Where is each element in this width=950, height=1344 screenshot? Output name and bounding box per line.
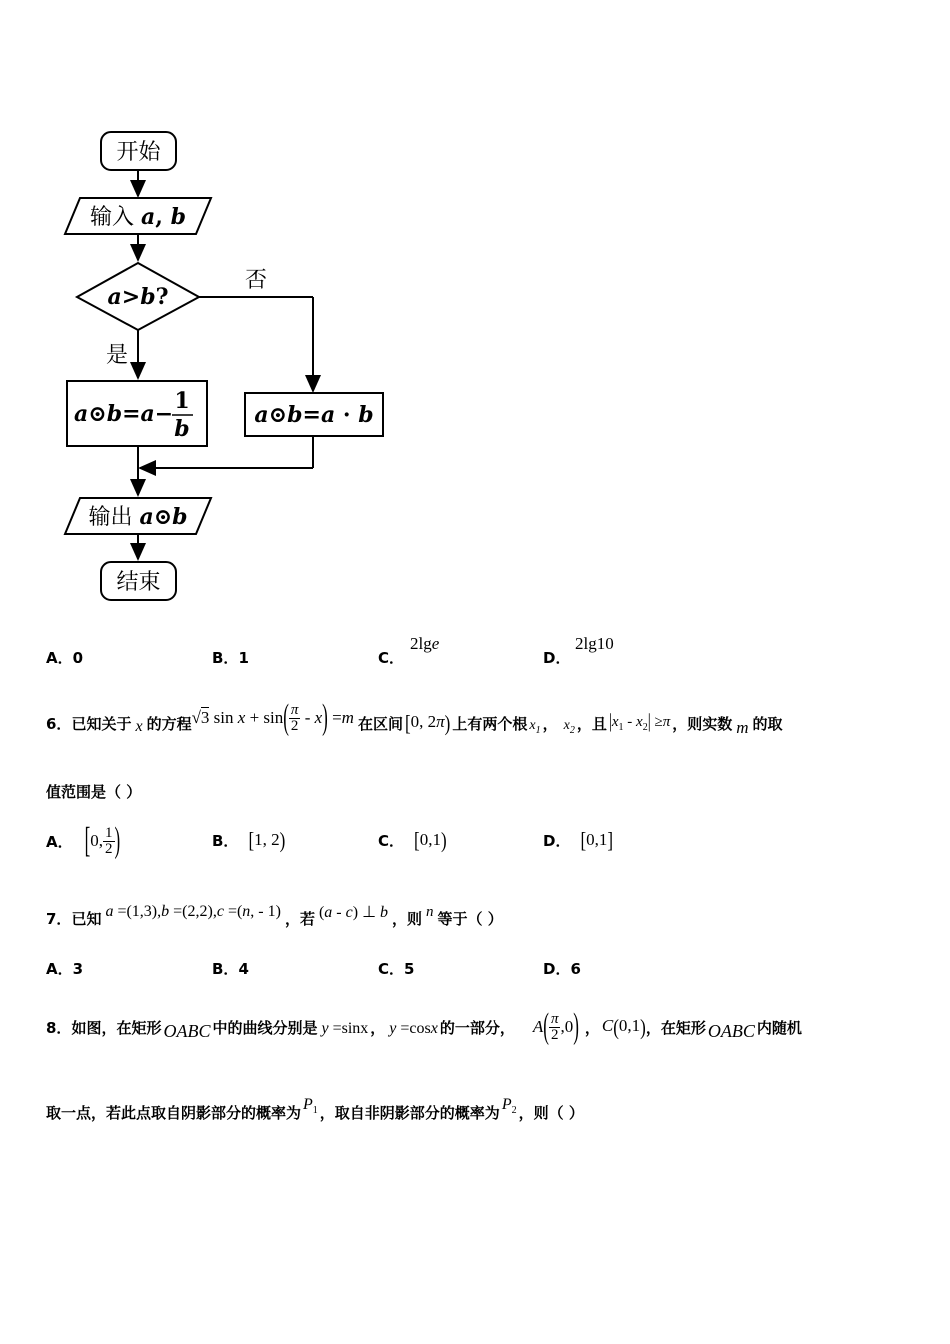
q5-option-d-value: 2lg10: [575, 634, 614, 653]
q5-option-c[interactable]: C．: [378, 649, 405, 667]
q6-line2: 值范围是（ ）: [46, 783, 142, 801]
q7-vectors: a =(1,3),b =(2,2),c =(n, - 1): [105, 903, 281, 920]
flow-no-label: 否: [244, 268, 268, 293]
q7-option-d[interactable]: D．6: [543, 960, 581, 978]
q8-point-a: A ( $\frac{\pi}{2}$ ,0 ): [532, 1006, 579, 1046]
flow-decision-label: a>b?: [107, 284, 169, 310]
q6-equation: √3 sin x + sin ( $\frac{\pi}{2}$ - x ) = m: [191, 697, 354, 737]
q5-option-d[interactable]: D．: [543, 649, 571, 667]
q8-point-c: C(0,1): [601, 1014, 646, 1040]
flow-yes-label: 是: [105, 343, 129, 368]
flow-output-label: 输出 a⊙b: [88, 504, 188, 530]
q5-option-c-value: 2lge: [410, 634, 440, 653]
flow-start-label: 开始: [116, 140, 161, 165]
flow-no-box-label: a⊙b=a · b: [254, 402, 374, 428]
flow-end-label: 结束: [116, 570, 161, 595]
q6-option-a[interactable]: A． [ 0, $\frac{1}{2}$ ): [46, 820, 121, 860]
q8-line1: 8． 如图，在矩形 OABC 中的曲线分别是 y =sinx ， y =cosx 的一部分， A ( $\frac{\pi}{2}$ ,0 ) ， C(0,1) ，在矩形 OABC 内随机: [46, 1006, 802, 1046]
q5-option-a[interactable]: A．0: [46, 649, 84, 667]
q7-condition: (a - c) ⊥ b: [318, 904, 388, 921]
q7-option-a[interactable]: A．3: [46, 960, 84, 978]
svg-text:1: 1: [174, 388, 190, 414]
q6-line1: 6． 已知关于 x 的方程 √3 sin x + sin ( $\frac{\pi}{2}$ - x ) = m 在区间 [0, 2π) 上有两个根 $x_1$ ， $x_2$ ，且 $|x_1 - x_2| \ge\pi$ ，则实数 m 的取: [46, 697, 783, 737]
q5-option-b[interactable]: B．1: [212, 649, 249, 667]
flowchart: [0, 120, 420, 610]
q6-option-d[interactable]: D． [0,1]: [543, 828, 614, 853]
flow-yes-box-label: a⊙b=a−: [74, 401, 174, 427]
q6-option-c[interactable]: C． [0,1): [378, 828, 447, 853]
flow-input-label: 输入 a, b: [90, 204, 186, 230]
q6-option-b[interactable]: B． [1, 2): [212, 828, 286, 853]
q7-option-c[interactable]: C．5: [378, 960, 415, 978]
svg-text:b: b: [174, 416, 190, 442]
q7-option-b[interactable]: B．4: [212, 960, 249, 978]
q7-line1: 7． 已知 a =(1,3),b =(2,2),c =(n, - 1) ，若 (a - c) ⊥ b ，则 n 等于（ ）: [46, 903, 503, 928]
q8-line2: 取一点，若此点取自阴影部分的概率为 $P_1$ ，取自非阴影部分的概率为 $P_2$ ，则（ ）: [46, 1096, 584, 1122]
